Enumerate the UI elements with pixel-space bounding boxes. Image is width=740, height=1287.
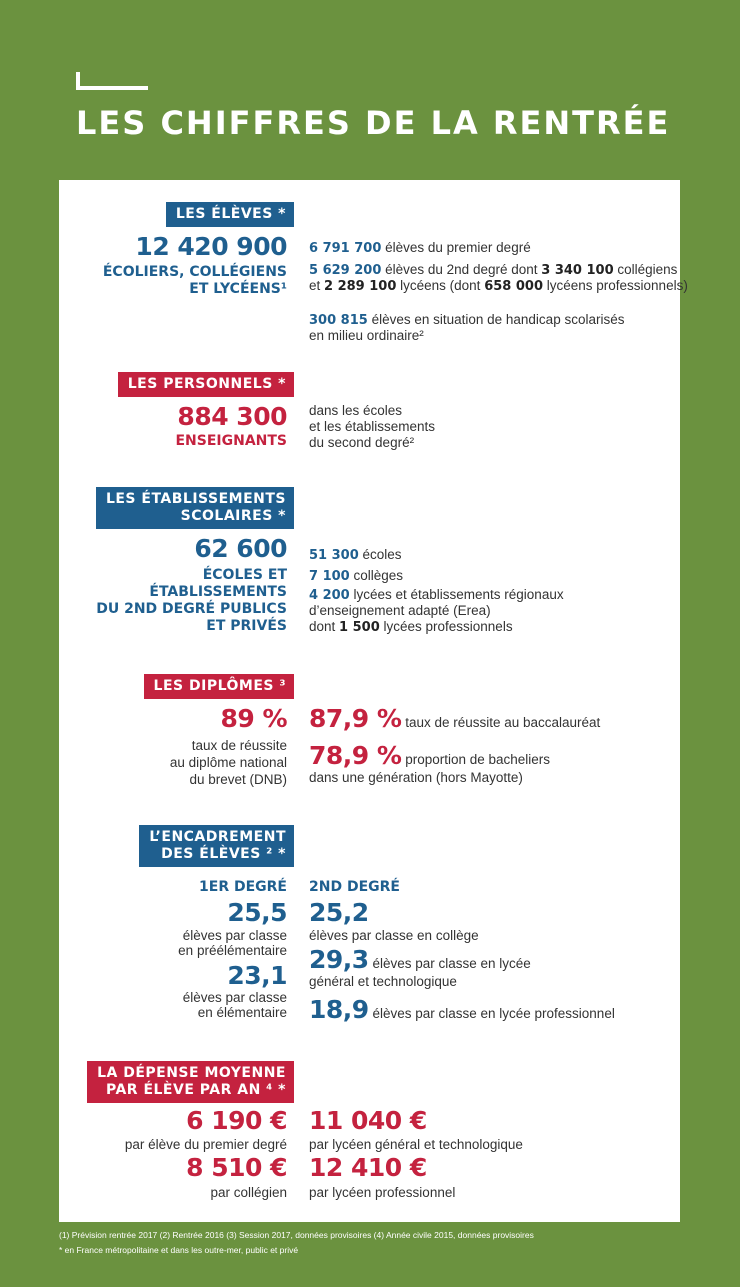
content-panel (59, 180, 688, 1222)
eleves-total: 12 420 900 (135, 232, 287, 261)
etab-line-2: 7 100 collèges (309, 568, 404, 584)
depense-lycee-pro-desc: par lycéen professionnel (309, 1185, 456, 1200)
personnels-desc-1: dans les écoles (309, 403, 403, 418)
depense-premier-degre-desc: par élève du premier degré (124, 1137, 287, 1152)
depense-lycee-gt-desc: par lycéen général et technologique (309, 1137, 523, 1152)
footnotes: (1) Prévision rentrée 2017 (2) Rentrée 2016 (3) Session 2017, données provisoires (4) Année civile 2015, données provisoires (59, 1230, 534, 1240)
tag-line-1: LA DÉPENSE MOYENNE (97, 1065, 286, 1081)
ratio-preelementaire-desc-1: élèves par classe (182, 928, 287, 943)
etab-label-2: ÉTABLISSEMENTS (149, 584, 287, 600)
tag-line-2: DES ÉLÈVES ² * (161, 846, 286, 862)
eleves-line-1: 6 791 700 élèves du premier degré (309, 240, 531, 256)
dnb-desc-2: au diplôme national (169, 755, 287, 770)
etab-line-3: 4 200 lycées et établissements régionaux (309, 587, 564, 603)
tag-line-2: PAR ÉLÈVE PAR AN ⁴ * (105, 1082, 286, 1098)
personnels-desc-3: du second degré² (309, 435, 415, 450)
generation-desc: dans une génération (hors Mayotte) (309, 770, 523, 785)
ratio-elementaire-desc-1: élèves par classe (182, 990, 287, 1005)
depense-college: 8 510 € (186, 1153, 287, 1182)
second-degre-heading: 2ND DEGRÉ (309, 879, 400, 895)
eleves-line-3: et 2 289 100 lycéens (dont 658 000 lycéens professionnels) (309, 278, 688, 294)
section-tag-eleves: LES ÉLÈVES * (166, 202, 294, 227)
personnels-label: ENSEIGNANTS (175, 433, 287, 449)
depense-lycee-pro: 12 410 € (309, 1153, 427, 1182)
etab-label-1: ÉCOLES ET (202, 567, 287, 583)
personnels-desc-2: et les établissements (309, 419, 436, 434)
page-title: LES CHIFFRES DE LA RENTRÉE (76, 104, 671, 142)
ratio-college-desc: élèves par classe en collège (309, 928, 479, 943)
generation-rate: 78,9 % proportion de bacheliers (309, 741, 551, 770)
ratio-lycee-gt: 29,3 élèves par classe en lycée (309, 945, 531, 974)
section-tag-etablissements (96, 487, 294, 529)
etab-line-1: 51 300 écoles (309, 547, 402, 563)
etablissements-total: 62 600 (194, 534, 287, 563)
eleves-line-4: 300 815 élèves en situation de handicap scolarisés (309, 312, 625, 328)
personnels-total: 884 300 (177, 402, 287, 431)
section-tag-depense (87, 1061, 294, 1103)
tag-line-1: LES ÉTABLISSEMENTS (105, 491, 286, 507)
dnb-percent: 89 % (220, 704, 287, 733)
ratio-lycee-pro: 18,9 élèves par classe en lycée professionnel (309, 995, 615, 1024)
footnote-scope: * en France métropolitaine et dans les outre-mer, public et privé (59, 1245, 299, 1255)
section-tag-personnels: LES PERSONNELS * (118, 372, 294, 397)
ratio-lycee-gt-desc: général et technologique (309, 974, 457, 989)
ratio-preelementaire-desc-2: en préélémentaire (178, 943, 287, 958)
eleves-label-2: ET LYCÉENS¹ (189, 281, 287, 297)
eleves-line-5: en milieu ordinaire² (309, 328, 424, 343)
tag-line-1: L’ENCADREMENT (149, 829, 286, 845)
ratio-college: 25,2 (309, 898, 369, 927)
etab-line-5: dont 1 500 lycées professionnels (309, 619, 513, 635)
section-tag-diplomes: LES DIPLÔMES ³ (144, 674, 294, 699)
depense-college-desc: par collégien (210, 1185, 287, 1200)
depense-premier-degre: 6 190 € (186, 1106, 287, 1135)
ratio-preelementaire: 25,5 (227, 898, 287, 927)
depense-lycee-gt: 11 040 € (309, 1106, 427, 1135)
eleves-line-2: 5 629 200 élèves du 2nd degré dont 3 340 100 collégiens (309, 262, 678, 278)
ratio-elementaire-desc-2: en élémentaire (197, 1005, 287, 1020)
etab-label-4: ET PRIVÉS (206, 618, 287, 634)
eleves-label-1: ÉCOLIERS, COLLÉGIENS (102, 264, 287, 280)
etab-line-4: d’enseignement adapté (Erea) (309, 603, 491, 618)
dnb-desc-3: du brevet (DNB) (189, 772, 287, 787)
title-corner-mark (76, 72, 148, 90)
bac-rate: 87,9 % taux de réussite au baccalauréat (309, 704, 601, 733)
tag-line-2: SCOLAIRES * (180, 508, 286, 524)
ratio-elementaire: 23,1 (227, 961, 287, 990)
etab-label-3: DU 2ND DEGRÉ PUBLICS (96, 601, 287, 617)
premier-degre-heading: 1ER DEGRÉ (199, 879, 287, 895)
dnb-desc-1: taux de réussite (191, 738, 287, 753)
section-tag-encadrement (139, 825, 294, 867)
